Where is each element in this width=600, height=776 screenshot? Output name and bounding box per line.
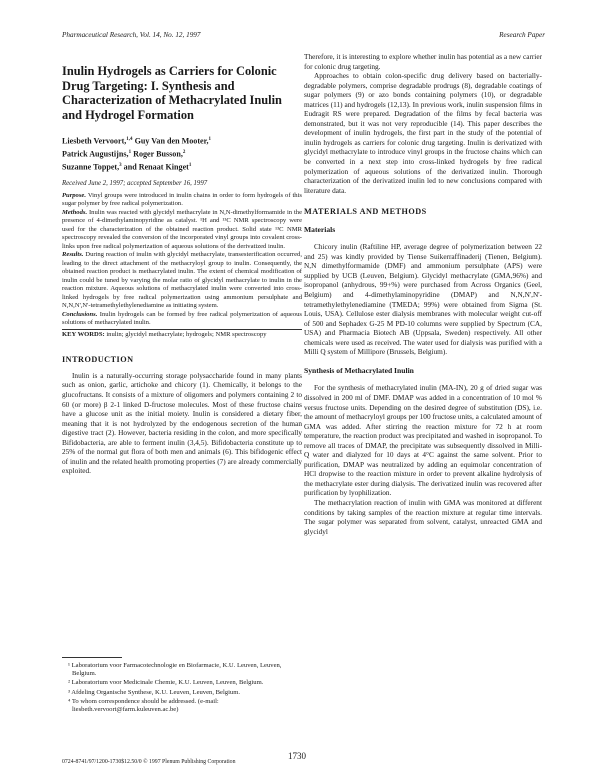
abstract-text: During reaction of inulin with glycidyl methacrylate, transesterification occurred, leading to the direct attachment of the methacryloyl group to inulin. Consequently, the obtained reaction product is methacrylated inulin. The extent of chemical modification of inulin could be tuned by varying the molar ratio of glycidyl methacrylate to inulin in the reaction mixture. Aqueous solutions of methacrylated inulin were converted into cross-linked hydrogels by free radical polymerization using ammonium persulphate and N,N,N',N'-tetramethylethylenediamine as initiating system. [62, 251, 302, 310]
abstract-text: Inulin hydrogels can be formed by free radical polymerization of aqueous solutions of methacrylated inulin. [62, 310, 302, 327]
right-intro-paragraph: Therefore, it is interesting to explore whether inulin has potential as a new carrier for colonic drug targeting. [304, 52, 542, 71]
keywords-text: inulin; glycidyl methacrylate; hydrogels; NMR spectroscopy [104, 330, 267, 338]
right-column [304, 52, 542, 536]
article-title: Inulin Hydrogels as Carriers for Colonic Drug Targeting: I. Synthesis and Characterization of Methacrylated Inulin and Hydrogel Formation [62, 64, 282, 122]
abstract-label: Results. [62, 251, 84, 259]
author-name: Roger Busson, [133, 150, 183, 160]
author-affiliation: 1 [188, 163, 192, 169]
footnote: ⁴ To whom correspondence should be addressed. (e-mail: liesbeth.vervoort@farm.kuleuven.ac.be) [68, 697, 219, 714]
abstract-paragraph [62, 192, 302, 209]
abstract-paragraph [62, 251, 302, 311]
synthesis-heading: Synthesis of Methacrylated Inulin [304, 365, 414, 375]
abstract [62, 192, 302, 328]
footnote: ² Laboratorium voor Medicinale Chemie, K.U. Leuven, Leuven, Belgium. [68, 679, 264, 687]
received-dates: Received June 2, 1997; accepted September 16, 1997 [62, 180, 208, 188]
abstract-text: Inulin was reacted with glycidyl methacrylate in N,N-dimethylformamide in the presence of 4-dimethylaminopyridine as catalyst. ¹H and ¹³C NMR spectroscopy were used for the characterization of the obtained reaction product. Solid state ¹³C NMR spectroscopy revealed the conversion of the incorporated vinyl groups into covalent cross-links upon free radical polymerization of aqueous solutions of the derivatized inulin. [62, 208, 302, 250]
footnote: ³ Afdeling Organische Synthese, K.U. Leuven, Leuven, Belgium. [68, 688, 240, 696]
author-affiliation: 3 [119, 163, 122, 169]
author-name: Suzanne Toppet, [62, 163, 120, 173]
introduction-body [62, 371, 302, 476]
copyright-code: 0724-8741/97/1200-1730$12.50/0 © 1997 Plenum Publishing Corporation [62, 759, 236, 765]
author-name: and Renaat Kinget [123, 163, 189, 173]
author-name: Liesbeth Vervoort, [62, 137, 127, 147]
author-list [62, 134, 302, 173]
author-affiliation: 1 [128, 150, 132, 156]
left-column [62, 52, 302, 476]
right-intro-paragraph: Approaches to obtain colon-specific drug delivery based on bacterially-degradable polymers, comprise degradable prodrugs (8), degradable coatings of sugar polymers (9) or azo bonds containing polymers (10), or degradable matrices (11) and hydrogels (12,13). In previous work, inulin suspension films in Eudragit RS were prepared. Degradation of the films by fecal bacteria was demonstrated, but it was not very reproducible (14). This paper describes the development of inulin hydrogels, the first part in the study of the potential of inulin hydrogels as carriers for colonic drug targeting. Inulin is derivatized with glycidyl methacrylate to introduce vinyl groups in the fructose chains which can be converted in a next step into cross-linked hydrogels by free radical polymerization of aqueous solutions of the derivatized inulin. Thorough characterization of the derivatized inulin led to new conclusions compared with literature data. [304, 71, 542, 195]
intro-paragraph: Inulin is a naturally-occurring storage polysaccharide found in many plants such as onion, garlic, artichoke and chicory (1). Chemically, it belongs to the glucofructans. It consists of a mixture of oligomers and polymers containing 2 to 60 (or more) β 2-1 linked D-fructose molecules. Most of these fructose chains have a glucose unit as the initial moiety. Inulin is considered a dietary fiber, meaning that it is not hydrolyzed by the endogenous secretion of the human digestive tract (2). However, bacteria residing in the colon, and more specifically Bifidobacteria, are able to ferment inulin (3,4,5). Bifidobacteria constitute up to 25% of the normal gut flora of both men and animals (6). This bifidogenic effect of inulin and the related health promoting properties (7) are already commercially exploited. [62, 370, 302, 476]
page-number: 1730 [288, 751, 306, 761]
footnote: ¹ Laboratorium voor Farmacotechnologie en Biofarmacie, K.U. Leuven, Leuven, Belgium. [68, 662, 282, 678]
abstract-text: Vinyl groups were introduced in inulin chains in order to form hydrogels of this sugar polymer by free radical polymerization. [62, 191, 302, 208]
author-name: Guy Van den Mooter, [134, 137, 209, 147]
materials-paragraph: Chicory inulin (Raftiline HP, average degree of polymerization between 22 and 25) was kindly provided by Tiense Suikerraffinaderij (Tienen, Belgium). N,N dimethylformamide (DMF) and ammonium persulphate (APS) were supplied by UCB (Leuven, Belgium). Glycidyl methacrylate (GMA,96%) and isopropanol (anhydrous, 99+%) were purchased from Across Organics (Geel, Belgium) and 4-dimethylaminopyridine (DMAP) and N,N,N',N'-tetramethylethylenediamine (TMEDA; 99%) were obtained from Sigma (St. Louis, USA). Cellulose ester dialysis membranes with molecular weight cut-off of 500 and Sephadex G-25 M PD-10 columns were supplied by Spectrum (CA, USA) and Pharmacia Biotech AB (Uppsala, Sweden) respectively. All other chemicals were used as received. The water used for dialysis was purified with a Milli Q system of Millipore (Brussels, Belgium). [304, 242, 542, 357]
keywords [62, 329, 302, 340]
materials-heading: Materials [304, 224, 336, 234]
abstract-paragraph [62, 311, 302, 328]
keywords-label: KEY WORDS: [62, 330, 105, 338]
abstract-label: Conclusions. [62, 310, 98, 318]
synthesis-paragraph: The methacrylation reaction of inulin with GMA was monitored at different conditions by taking samples of the reaction mixture at regular time intervals. The sugar polymer was separated from solvent, catalyst, unreacted GMA and glycidyl [304, 497, 542, 536]
author-affiliation: 1 [208, 137, 211, 143]
running-header-journal: Pharmaceutical Research, Vol. 14, No. 12, 1997 [62, 31, 201, 39]
author-affiliation: 1,4 [126, 137, 133, 143]
abstract-paragraph [62, 209, 302, 252]
abstract-label: Purpose. [62, 191, 86, 199]
footnotes [62, 657, 302, 715]
author-name: Patrick Augustijns, [62, 150, 129, 160]
introduction-heading: INTRODUCTION [62, 355, 134, 365]
running-header-type: Research Paper [499, 31, 545, 39]
author-affiliation: 2 [182, 150, 186, 156]
abstract-label: Methods. [62, 208, 88, 216]
synthesis-paragraph: For the synthesis of methacrylated inulin (MA-IN), 20 g of dried sugar was dissolved in 200 ml of DMF. DMAP was added in a concentration of 10 mol % versus fructose units. Depending on the desired degree of substitution (DS), i.e. the amount of methacryloyl groups per 100 fructose units, a calculated amount of GMA was added. After stirring the reaction mixture for 72 h at room temperature, the reaction product was precipitated and washed in isopropanol. To remove all traces of DMAP, the precipitate was subsequently dissolved in Milli-Q water and dialyzed for 10 days at 4°C against the same solvent. Prior to purification, DMAP was neutralized by adding an equimolar concentration of HCl dropwise to the reaction mixture in order to prevent alkaline hydrolysis of the methacrylate ester during dialysis. The derivatized inulin was recovered after purification by lyophilization. [304, 383, 542, 498]
methods-heading: MATERIALS AND METHODS [304, 207, 427, 217]
footnote-rule [62, 657, 122, 658]
